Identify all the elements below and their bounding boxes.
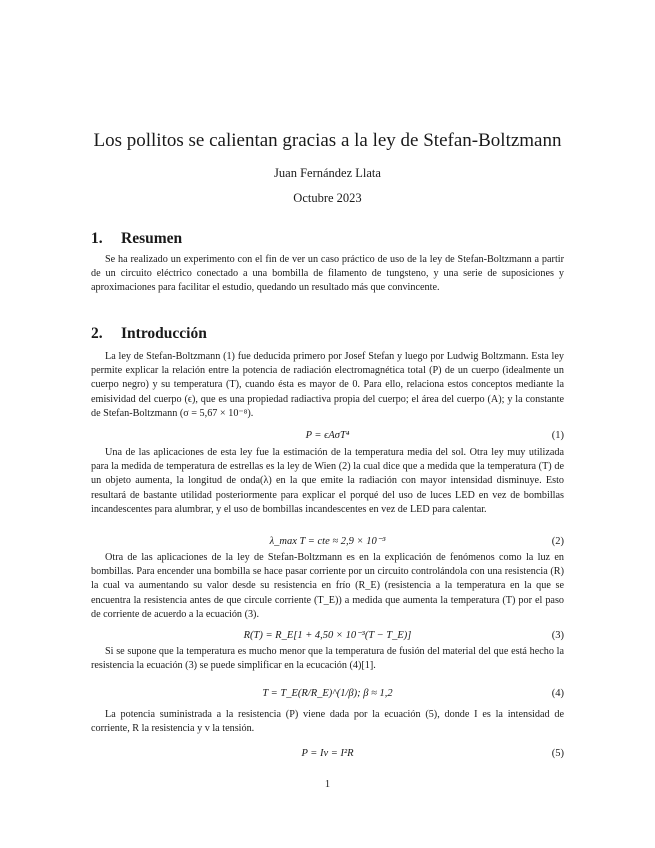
paper-date: Octubre 2023 — [293, 191, 362, 205]
section-number: 2. — [91, 325, 103, 342]
equation-expression: λ_max T = cte ≈ 2,9 × 10⁻³ — [269, 536, 386, 547]
section-heading-introduccion — [91, 325, 207, 343]
section-number: 1. — [91, 230, 103, 247]
intro-paragraph-4: Si se supone que la temperatura es mucho menor que la temperatura de fusión del material del que está hecho la resistencia la ecuación (3) se puede simplificar en la ecucación (4)[1]. — [91, 646, 564, 672]
equation-expression: P = ϵAσT⁴ — [305, 430, 350, 441]
equation-3 — [91, 628, 564, 643]
intro-paragraph-3: Otra de las aplicaciones de la ley de Stefan-Boltzmann es en la explicación de fenómenos como la luz en bombillas. Para encender una bombilla se hace pasar corriente por un circuito controlándola con una resistencia (R) la cual va aumentando su valor desde su resistencia en frío (R_E) (resistencia a la temperatura en la que se encuentra la resistencia antes de que circule corriente (T_E)) a medida que aumenta la temperatura (T) por el paso de corriente de acuerdo a la ecuación (3). — [91, 552, 564, 620]
equation-4 — [91, 686, 564, 701]
equation-2 — [91, 534, 564, 549]
section-title: Resumen — [121, 230, 183, 247]
author-name: Juan Fernández Llata — [274, 166, 381, 180]
equation-number: (1) — [551, 430, 564, 441]
equation-expression: R(T) = R_E[1 + 4,50 × 10⁻³(T − T_E)] — [243, 630, 412, 641]
equation-number: (3) — [551, 630, 564, 641]
equation-number: (2) — [551, 536, 564, 547]
equation-expression: P = Iv = I²R — [301, 748, 354, 759]
intro-paragraph-5: La potencia suministrada a la resistencia (P) viene dada por la ecuación (5), donde I es la intensidad de corriente, R la resistencia y v la tensión. — [91, 709, 564, 735]
intro-paragraph-2: Una de las aplicaciones de esta ley fue la estimación de la temperatura media del sol. Otra ley muy utilizada para la medida de temperatura de estrellas es la ley de Wien (2) la cual dice que a medida que la temperatura (T) de un objeto aumenta, la longitud de onda(λ) en la que emite la radiación con mayor intensidad disminuye. Esto resultará de bastante utilidad posteriormente para explicar el porqué del uso de luces LED en vez de bombillas incandescentes para alumbrar, y el uso de bombillas incandescentes en vez de LED para calentar. — [91, 447, 564, 515]
equation-number: (4) — [551, 688, 564, 699]
equation-expression: T = T_E(R/R_E)^(1/β); β ≈ 1,2 — [262, 688, 393, 699]
intro-paragraph-1: La ley de Stefan-Boltzmann (1) fue deducida primero por Josef Stefan y luego por Ludwig Boltzmann. Esta ley permite explicar la relación entre la potencia de radiación electromagnética total (P) de un cuerpo (idealmente un cuerpo negro) y su temperatura (T), cuando ésta es mayor de 0. Para ello, relaciona estos conceptos mediante la emisividad del cuerpo (ϵ), que es una propiedad radiactiva propia del cuerpo; el área del cuerpo (A); y la constante de Stefan-Boltzmann (σ = 5,67 × 10⁻⁸). — [91, 351, 564, 419]
equation-5 — [91, 746, 564, 761]
abstract-paragraph: Se ha realizado un experimento con el fin de ver un caso práctico de uso de la ley de Stefan-Boltzmann a partir de un circuito eléctrico conectado a una bombilla de filamento de tungsteno, y una serie de suposiciones y aproximaciones para facilitar el estudio, quedando un resultado más que convincente. — [91, 254, 564, 294]
page-number: 1 — [324, 779, 331, 790]
equation-number: (5) — [551, 748, 564, 759]
section-heading-resumen — [91, 230, 182, 248]
paper-title: Los pollitos se calientan gracias a la ley de Stefan-Boltzmann — [93, 130, 562, 151]
equation-1 — [91, 428, 564, 443]
section-title: Introducción — [121, 325, 207, 342]
